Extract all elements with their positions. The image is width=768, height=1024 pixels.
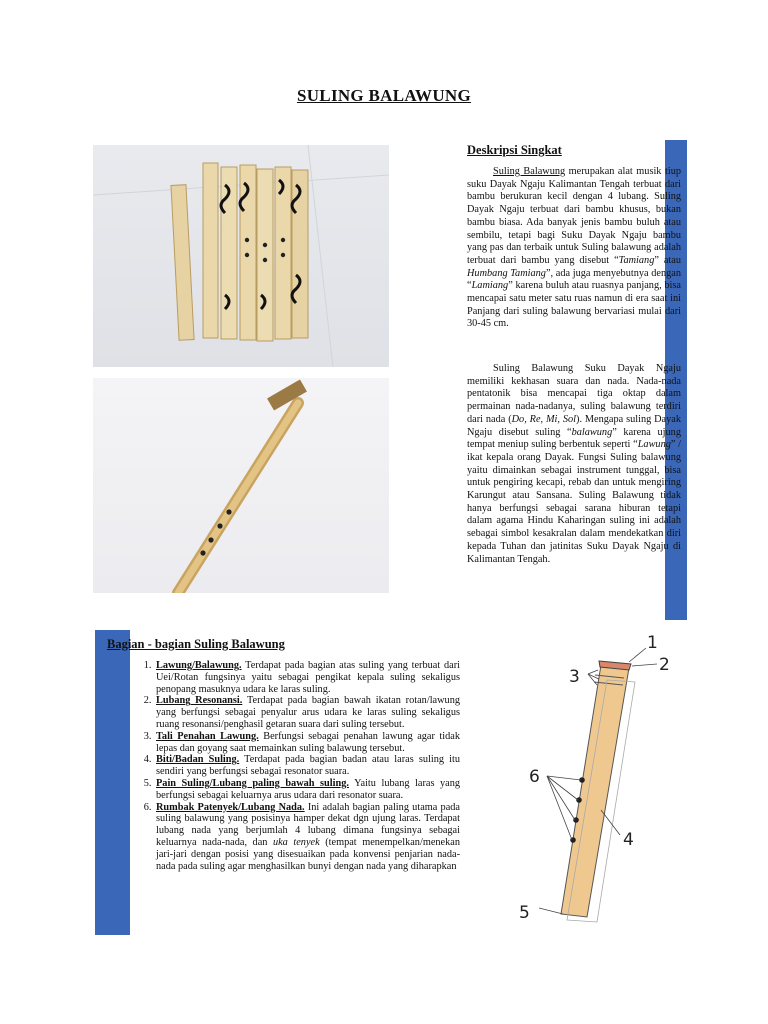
part-text: Berfungsi sebagai penahan lawung agar tidak lepas dan goyang saat memainkan suling balawung tersebut. bbox=[156, 730, 460, 754]
list-item bbox=[154, 802, 460, 873]
parts-list-container bbox=[120, 660, 460, 872]
diagram-label-3: 3 bbox=[569, 667, 580, 687]
part-name: Tali Penahan Lawung. bbox=[156, 730, 259, 742]
list-item bbox=[154, 695, 460, 730]
diagram-label-2: 2 bbox=[659, 655, 670, 675]
part-text: Ini adalah bagian paling utama pada suling balawung yang posisinya hamper dekat dgn ujung laras. Terdapat lubang nada yang berjumlah 4 lubang dimana fungsinya sebagai keluarnya nada-nada, dan bbox=[156, 801, 460, 848]
text-span: ). Mengapa suling Dayak Ngaju disebut suling “ bbox=[467, 413, 681, 438]
list-item bbox=[154, 754, 460, 778]
list-item bbox=[154, 731, 460, 755]
photo-flutes-group bbox=[93, 145, 389, 367]
description-paragraph-2 bbox=[467, 363, 681, 566]
italic-span: Lamiang bbox=[471, 280, 509, 292]
parts-list bbox=[120, 660, 460, 872]
part-name: Biti/Badan Suling. bbox=[156, 754, 240, 766]
text-span: Suling Balawung Suku Dayak Ngaju memiliki kekhasan suara dan nada. Nada-nada pentatonik bisa mencapai tiga oktap dalam permainan nada-nadanya, suling balawung terdiri dari nada ( bbox=[467, 363, 681, 425]
diagram-label-5: 5 bbox=[519, 903, 530, 923]
description-lead: Suling Balawung bbox=[493, 166, 566, 177]
page-title: SULING BALAWUNG bbox=[296, 86, 472, 105]
text-span: ”, ada juga menyebutnya dengan “ bbox=[467, 267, 681, 292]
text-span: ” / ikat kepala orang Dayak. Fungsi Suling balawung yaitu dimainkan sebagai instrument tunggal, bisa untuk pengiring kecapi, rebab dan untuk mengiring Karungut atau Sansana. Suling Balawung tidak hanya berfungsi sebagai sarana hiburan tetapi dalam agama Hindu Kaharingan suling ini adalah sebagai simbol kesakralan dalam mendekatkan diri kepada Tuhan dan jatinitas Suku Dayak Ngaju di Kalimantan Tengah. bbox=[467, 439, 682, 565]
italic-span: Do, Re, Mi, Sol bbox=[511, 413, 577, 425]
italic-span: balawung bbox=[571, 426, 613, 438]
part-name: Lubang Resonansi. bbox=[156, 695, 243, 707]
part-text: Terdapat pada bagian bawah ikatan rotan/lawung yang berfungsi sebagai penyalur arus udara ke laras suling sekaligus ruang resonansi/penghasil getaran suara dari suling tersebut. bbox=[156, 695, 461, 730]
text-span: ” karena ujung tempat meniup suling berbentuk seperti “ bbox=[467, 426, 681, 451]
flute-body bbox=[561, 661, 631, 917]
list-item bbox=[154, 660, 460, 695]
description-heading: Deskripsi Singkat bbox=[467, 143, 562, 157]
photo-single-flute bbox=[93, 378, 389, 593]
flute-parts-diagram bbox=[505, 630, 685, 930]
part-name: Lawung/Balawung. bbox=[156, 660, 242, 671]
part-italic: uka tenyek bbox=[272, 836, 320, 848]
part-name: Pain Suling/Lubang paling bawah suling. bbox=[156, 777, 349, 789]
diagram-label-6: 6 bbox=[529, 767, 540, 787]
diagram-label-4: 4 bbox=[623, 830, 634, 850]
italic-span: Lawung bbox=[637, 439, 671, 451]
part-text: (tempat menempelkan/menekan jari-jari dengan posisi yang disesuaikan pada konvensi penjarian nada-nada pada suling agar menghasilkan bunyi dengan nada yang diharapkan bbox=[156, 836, 460, 872]
part-name: Rumbak Patenyek/Lubang Nada. bbox=[156, 801, 305, 813]
text-span: ” karena buluh atau ruasnya panjang, bisa mencapai satu meter satu ruas namun di era saat ini Panjang dari suling balawung bervariasi mulai dari 30-45 cm. bbox=[467, 280, 681, 330]
italic-span: Humbang Tamiang bbox=[467, 267, 546, 279]
part-text: Yaitu lubang laras yang berfungsi sebagai keluarnya arus udara dari resonator suara. bbox=[156, 777, 460, 801]
text-span: merupakan alat musik tiup suku Dayak Ngaju Kalimantan Tengah terbuat dari bambu berukuran kecil dengan 4 lubang. Suling Dayak Ngaju terbuat dari bambu khusus, bukan bambu biasa. Ada banyak jenis bambu buluh atau sembilu, tetapi bagi Suku Dayak Ngaju bambu yang pas dan terbaik untuk Suling balawung adalah terbuat dari bambu yang disebut “ bbox=[467, 166, 681, 266]
text-span: ” atau bbox=[654, 254, 682, 266]
part-text: Terdapat pada bagian atas suling yang terbuat dari Uei/Rotan fungsinya yaitu sebagai pengikat kepala suling sekaligus penopang masuknya udara ke laras suling. bbox=[156, 660, 460, 695]
parts-heading: Bagian - bagian Suling Balawung bbox=[107, 637, 285, 651]
part-text: Terdapat pada bagian badan atau laras suling itu sendiri yang berfungsi sebagai resonator suara. bbox=[156, 754, 460, 778]
description-paragraph-1 bbox=[467, 166, 681, 331]
diagram-label-1: 1 bbox=[647, 633, 658, 653]
italic-span: Tamiang bbox=[618, 254, 655, 266]
list-item bbox=[154, 778, 460, 802]
